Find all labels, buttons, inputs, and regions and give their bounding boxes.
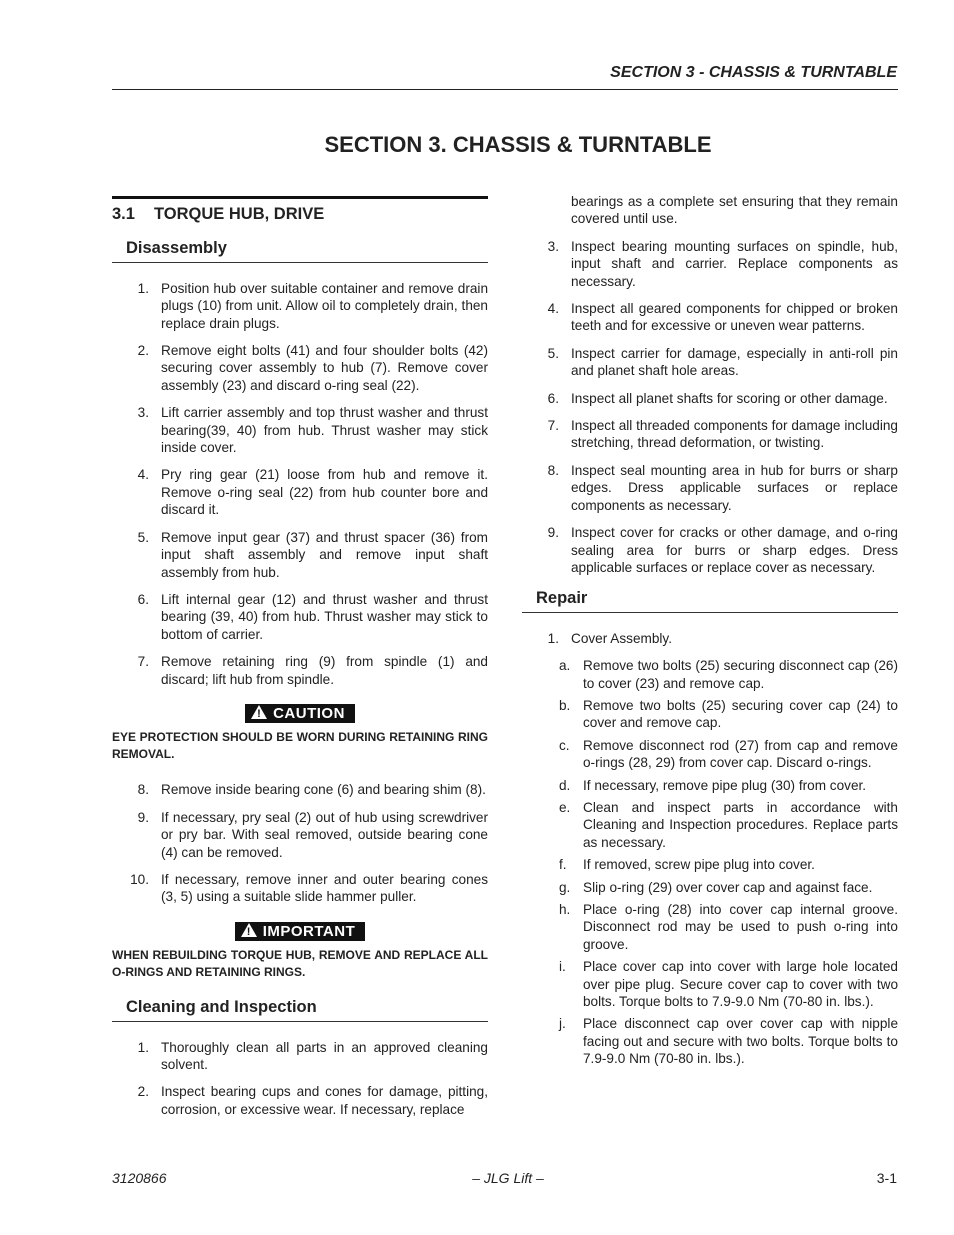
important-label: IMPORTANT	[262, 922, 356, 940]
caution-text: EYE PROTECTION SHOULD BE WORN DURING RETAINING RING REMOVAL.	[112, 730, 488, 762]
item-number: i.	[559, 959, 566, 975]
list-item	[559, 777, 898, 794]
list-item	[522, 238, 898, 290]
item-text: Remove two bolts (25) securing disconnect cap (26) to cover (23) and remove cap.	[583, 658, 898, 691]
item-number: 5.	[547, 345, 559, 361]
item-number: 1.	[137, 280, 149, 296]
item-number: 2.	[137, 343, 149, 359]
item-number: 4.	[137, 467, 149, 483]
item-text: Place o-ring (28) into cover cap internal groove. Disconnect rod may be used to push o-ring into groove.	[583, 902, 898, 952]
list-item	[112, 1039, 488, 1074]
list-item	[522, 345, 898, 380]
item-text: Slip o-ring (29) over cover cap and against face.	[583, 879, 873, 895]
item-number: 2.	[137, 1084, 149, 1100]
list-item	[522, 630, 898, 647]
item-number: a.	[559, 658, 571, 674]
item-number: h.	[559, 902, 571, 917]
item-number: 7.	[547, 418, 559, 434]
cleaning-continuation: bearings as a complete set ensuring that they remain covered until use.	[571, 194, 898, 227]
warning-triangle-icon	[251, 705, 267, 719]
list-item	[522, 462, 898, 514]
subsection-number: 3.1	[112, 205, 135, 223]
item-text: If necessary, remove pipe plug (30) from cover.	[583, 777, 867, 793]
item-text: Place disconnect cap over cover cap with nipple facing out and secure with two bolts. Torque bolts to 7.9-9.0 Nm (70-80 in. lbs.).	[583, 1016, 898, 1067]
list-item	[559, 697, 898, 732]
repair-heading: Repair	[522, 590, 898, 612]
list-item	[112, 280, 488, 332]
item-text: Remove two bolts (25) securing cover cap (24) to cover and remove cap.	[583, 697, 898, 731]
item-text: If necessary, pry seal (2) out of hub using screwdriver or pry bar. With seal removed, outside bearing cone (4) can be removed.	[161, 809, 488, 860]
item-text: Inspect carrier for damage, especially in anti-roll pin and planet shaft hole areas.	[571, 345, 898, 379]
item-text: Remove inside bearing cone (6) and bearing shim (8).	[161, 782, 486, 798]
subsection-heading	[112, 196, 488, 223]
item-text: Position hub over suitable container and remove drain plugs (10) from unit. Allow oil to completely drain, then replace drain plugs.	[161, 280, 488, 331]
disassembly-heading: Disassembly	[112, 240, 488, 262]
item-number: 6.	[547, 390, 559, 406]
item-text: Inspect bearing cups and cones for damage, pitting, corrosion, or excessive wear. If necessary, replace	[161, 1084, 488, 1117]
list-item	[559, 737, 898, 772]
subsection-title: TORQUE HUB, DRIVE	[154, 205, 325, 223]
item-text: If removed, screw pipe plug into cover.	[583, 857, 815, 873]
list-item	[112, 809, 488, 861]
left-column	[112, 196, 488, 1128]
item-number: c.	[559, 737, 570, 753]
list-item	[522, 417, 898, 452]
list-item	[112, 342, 488, 394]
list-item	[112, 781, 488, 798]
item-number: 9.	[137, 809, 149, 825]
item-text: Remove input gear (37) and thrust spacer (36) from input shaft assembly and remove input shaft assembly from hub.	[161, 529, 488, 580]
item-number: 8.	[137, 782, 149, 798]
item-number: 9.	[547, 525, 559, 541]
section-title: SECTION 3. CHASSIS & TURNTABLE	[324, 132, 712, 157]
item-number: j.	[559, 1016, 566, 1032]
item-text: Inspect bearing mounting surfaces on spindle, hub, input shaft and carrier. Replace components as necessary.	[571, 238, 898, 289]
item-text: Inspect all threaded components for damage including stretching, thread deformation, or twisting.	[571, 418, 898, 451]
item-text: Clean and inspect parts in accordance with Cleaning and Inspection procedures. Replace parts as necessary.	[583, 799, 898, 850]
list-item	[112, 404, 488, 456]
item-number: f.	[559, 857, 567, 873]
list-item	[112, 1083, 488, 1118]
list-item	[559, 1015, 898, 1067]
repair-steps	[522, 630, 898, 647]
item-number: 4.	[547, 301, 559, 317]
item-text: Place cover cap into cover with large hole located over pipe plug. Secure cover cap to cover with two bolts. Torque bolts to 7.9-9.0 Nm (70-80 in. lbs.).	[583, 959, 898, 1010]
item-number: 3.	[547, 238, 559, 254]
item-number: 7.	[137, 654, 149, 670]
item-text: Remove disconnect rod (27) from cap and remove o-rings (28, 29) from cover cap. Discard o-rings.	[583, 737, 898, 771]
repair-substeps	[559, 657, 898, 1068]
footer-publisher: – JLG Lift –	[472, 1170, 544, 1186]
item-number: 5.	[137, 529, 149, 545]
item-text: Pry ring gear (21) loose from hub and remove it. Remove o-ring seal (22) from hub counter bore and discard it.	[161, 467, 488, 518]
important-badge	[235, 922, 366, 941]
item-text: Cover Assembly.	[571, 630, 672, 646]
list-item	[522, 390, 898, 407]
list-item	[112, 529, 488, 581]
item-number: 1.	[547, 630, 559, 646]
list-item	[559, 879, 898, 896]
list-item	[559, 856, 898, 873]
item-number: e.	[559, 799, 571, 815]
list-item	[559, 958, 898, 1010]
item-text: Inspect seal mounting area in hub for burrs or sharp edges. Dress applicable surfaces or replace components as necessary.	[571, 462, 898, 513]
list-item	[522, 300, 898, 335]
item-text: Inspect all geared components for chipped or broken teeth and for excessive or uneven wear patterns.	[571, 301, 898, 334]
warning-triangle-icon	[241, 923, 257, 937]
disassembly-steps-1	[112, 280, 488, 688]
item-text: Remove eight bolts (41) and four shoulder bolts (42) securing cover assembly to hub (7). Remove cover assembly (23) and discard o-ring seal (22).	[161, 343, 488, 393]
footer-page-number: 3-1	[876, 1170, 897, 1186]
item-text: Inspect all planet shafts for scoring or other damage.	[571, 390, 888, 406]
list-item	[559, 657, 898, 692]
important-text: WHEN REBUILDING TORQUE HUB, REMOVE AND REPLACE ALL O-RINGS AND RETAINING RINGS.	[112, 948, 488, 980]
header-rule	[112, 89, 898, 90]
item-text: Remove retaining ring (9) from spindle (1) and discard; lift hub from spindle.	[161, 654, 488, 687]
item-number: 6.	[137, 591, 149, 607]
item-text: If necessary, remove inner and outer bearing cones (3, 5) using a suitable slide hammer puller.	[161, 871, 488, 905]
running-head: SECTION 3 - CHASSIS & TURNTABLE	[610, 64, 897, 81]
item-text: Inspect cover for cracks or other damage, and o-ring sealing area for burrs or sharp edges. Dress applicable surfaces or replace cover as necessary.	[571, 525, 898, 575]
item-number: 3.	[137, 405, 149, 421]
list-item	[112, 653, 488, 688]
right-column	[522, 193, 898, 1073]
item-text: Lift carrier assembly and top thrust washer and thrust bearing(39, 40) from hub. Thrust washer may stick inside cover.	[161, 405, 488, 456]
cleaning-heading: Cleaning and Inspection	[112, 999, 488, 1021]
item-number: d.	[559, 777, 571, 793]
item-number: 1.	[137, 1039, 149, 1055]
item-text: Thoroughly clean all parts in an approved cleaning solvent.	[161, 1039, 488, 1072]
item-number: b.	[559, 697, 571, 713]
list-item	[559, 901, 898, 953]
item-number: g.	[559, 879, 571, 895]
caution-badge	[245, 704, 355, 723]
disassembly-steps-2	[112, 781, 488, 905]
list-item	[559, 799, 898, 851]
footer-doc-number: 3120866	[112, 1170, 167, 1186]
cleaning-steps-left	[112, 1039, 488, 1119]
item-text: Lift internal gear (12) and thrust washer and thrust bearing (39, 40) from hub. Thrust washer may stick to bottom of carrier.	[161, 591, 488, 642]
list-item	[112, 466, 488, 518]
list-item	[112, 871, 488, 906]
item-number: 10.	[130, 871, 149, 887]
caution-label: CAUTION	[273, 704, 345, 722]
list-item	[522, 524, 898, 576]
item-number: 8.	[547, 462, 559, 478]
list-item	[112, 591, 488, 643]
cleaning-steps-right	[522, 238, 898, 577]
